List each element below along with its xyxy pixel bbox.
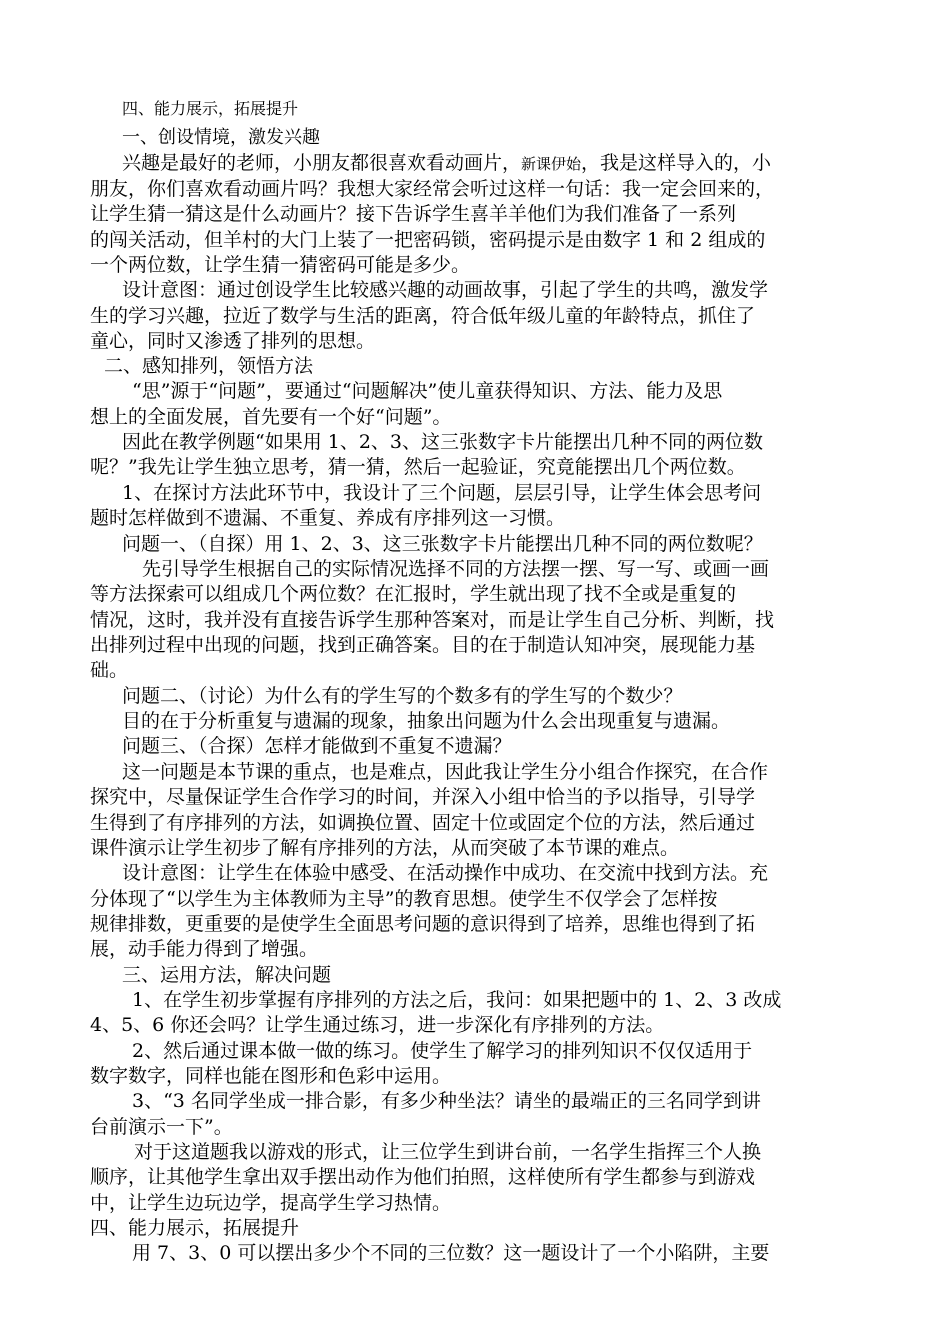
paragraph-line: 2、然后通过课本做一做的练习。使学生了解学习的排列知识不仅仅适用于 bbox=[132, 1040, 753, 1062]
question-line: 问题一、（自探）用 1、2、3、这三张数字卡片能摆出几种不同的两位数呢？ bbox=[122, 533, 763, 555]
paragraph-line: 4、5、6 你还会吗？让学生通过练习，进一步深化有序排列的方法。 bbox=[90, 1014, 665, 1036]
section-heading-3: 三、运用方法，解决问题 bbox=[122, 964, 332, 986]
paragraph-line: 1、在探讨方法此环节中，我设计了三个问题，层层引导，让学生体会思考问 bbox=[122, 482, 762, 504]
paragraph-line: 题时怎样做到不遗漏、不重复、养成有序排列这一习惯。 bbox=[90, 507, 566, 529]
paragraph-line: 目的在于分析重复与遗漏的现象，抽象出问题为什么会出现重复与遗漏。 bbox=[122, 710, 731, 732]
paragraph-line: 台前演示一下”。 bbox=[90, 1116, 233, 1138]
paragraph-line: 的闯关活动，但羊村的大门上装了一把密码锁，密码提示是由数字 1 和 2 组成的 bbox=[90, 229, 766, 251]
paragraph-line: 生的学习兴趣，拉近了数学与生活的距离，符合低年级儿童的年龄特点，抓住了 bbox=[90, 305, 756, 327]
paragraph-line: 呢？”我先让学生独立思考，猜一猜，然后一起验证，究竟能摆出几个两位数。 bbox=[90, 456, 746, 478]
paragraph-line: 础。 bbox=[90, 659, 129, 681]
paragraph-line: 中，让学生边玩边学，提高学生学习热情。 bbox=[90, 1192, 452, 1214]
paragraph-line: 对于这道题我以游戏的形式，让三位学生到讲台前，一名学生指挥三个人换 bbox=[134, 1141, 762, 1163]
paragraph-line: 课件演示让学生初步了解有序排列的方法，从而突破了本节课的难点。 bbox=[90, 837, 680, 859]
paragraph-line: 先引导学生根据自己的实际情况选择不同的方法摆一摆、写一写、或画一画 bbox=[142, 558, 770, 580]
paragraph-line: 探究中，尽量保证学生合作学习的时间，并深入小组中恰当的予以指导，引导学 bbox=[90, 786, 756, 808]
paragraph-line: 生得到了有序排列的方法，如调换位置、固定十位或固定个位的方法，然后通过 bbox=[90, 812, 756, 834]
paragraph-line: 童心，同时又渗透了排列的思想。 bbox=[90, 330, 376, 352]
paragraph-line: 兴趣是最好的老师，小朋友都很喜欢看动画片，新课伊始，我是这样导入的，小 bbox=[122, 152, 772, 174]
paragraph-line: 分体现了“以学生为主体教师为主导”的教育思想。使学生不仅学会了怎样按 bbox=[90, 888, 718, 910]
section-heading-1: 一、创设情境，激发兴趣 bbox=[122, 127, 320, 148]
paragraph-line: 顺序，让其他学生拿出双手摆出动作为他们拍照，这样使所有学生都参与到游戏 bbox=[90, 1166, 756, 1188]
paragraph-line: 数字数字，同样也能在图形和色彩中运用。 bbox=[90, 1065, 452, 1087]
paragraph-line: 用 7、3、0 可以摆出多少个不同的三位数？这一题设计了一个小陷阱，主要 bbox=[132, 1242, 770, 1264]
question-line: 问题三、（合探）怎样才能做到不重复不遗漏？ bbox=[122, 735, 512, 757]
section-heading-4-top: 四、能力展示，拓展提升 bbox=[122, 99, 299, 118]
paragraph-line: 设计意图：让学生在体验中感受、在活动操作中成功、在交流中找到方法。充 bbox=[122, 862, 769, 884]
paragraph-line: “思”源于“问题”，要通过“问题解决”使儿童获得知识、方法、能力及思 bbox=[132, 380, 723, 402]
paragraph-line: 想上的全面发展，首先要有一个好“问题”。 bbox=[90, 406, 452, 428]
paragraph-line: 朋友，你们喜欢看动画片吗？我想大家经常会听过这样一句话：我一定会回来的， bbox=[90, 178, 775, 200]
paragraph-line: 一个两位数，让学生猜一猜密码可能是多少。 bbox=[90, 254, 471, 276]
paragraph-line: 规律排数，更重要的是使学生全面思考问题的意识得到了培养，思维也得到了拓 bbox=[90, 913, 756, 935]
section-heading-4: 四、能力展示，拓展提升 bbox=[90, 1217, 300, 1239]
paragraph-line: 等方法探索可以组成几个两位数？在汇报时，学生就出现了找不全或是重复的 bbox=[90, 583, 737, 605]
paragraph-line: 情况，这时，我并没有直接告诉学生那种答案对，而是让学生自己分析、判断，找 bbox=[90, 609, 775, 631]
paragraph-line: 因此在教学例题“如果用 1、2、3、这三张数字卡片能摆出几种不同的两位数 bbox=[122, 431, 764, 453]
question-line: 问题二、（讨论）为什么有的学生写的个数多有的学生写的个数少？ bbox=[122, 685, 683, 707]
paragraph-line: 让学生猜一猜这是什么动画片？接下告诉学生喜羊羊他们为我们准备了一系列 bbox=[90, 203, 737, 225]
section-heading-2: 二、感知排列，领悟方法 bbox=[104, 355, 314, 377]
paragraph-line: 设计意图：通过创设学生比较感兴趣的动画故事，引起了学生的共鸣，激发学 bbox=[122, 279, 769, 301]
paragraph-line: 3、“3 名同学坐成一排合影，有多少种坐法？请坐的最端正的三名同学到讲 bbox=[132, 1090, 761, 1112]
paragraph-line: 这一问题是本节课的重点，也是难点，因此我让学生分小组合作探究，在合作 bbox=[122, 761, 769, 783]
paragraph-line: 展，动手能力得到了增强。 bbox=[90, 938, 319, 960]
paragraph-line: 1、在学生初步掌握有序排列的方法之后，我问：如果把题中的 1、2、3 改成 bbox=[132, 989, 782, 1011]
paragraph-line: 出排列过程中出现的问题，找到正确答案。目的在于制造认知冲突，展现能力基 bbox=[90, 634, 756, 656]
